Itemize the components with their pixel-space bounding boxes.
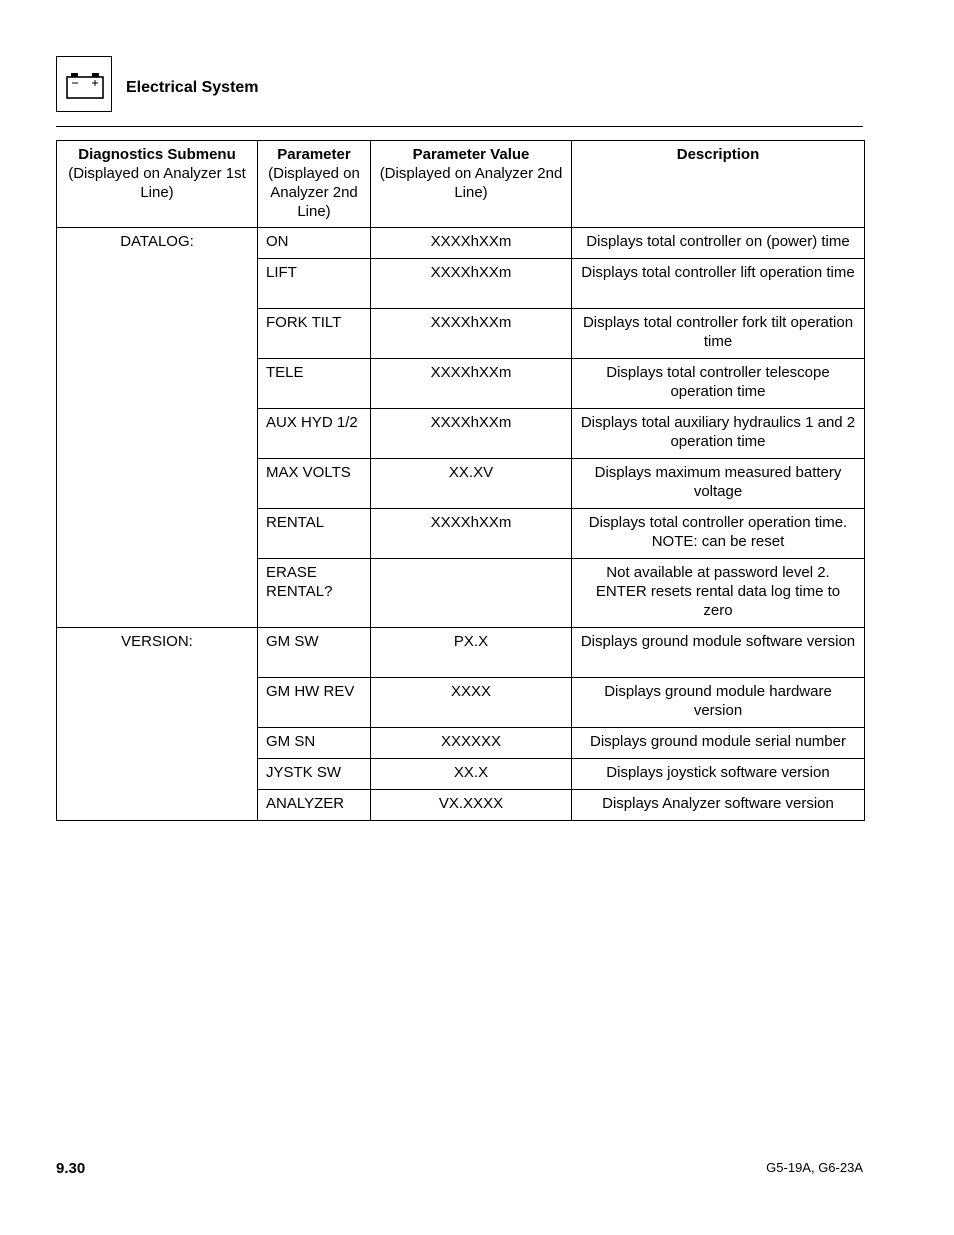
parameter-cell: TELE <box>258 359 371 409</box>
parameter-cell: MAX VOLTS <box>258 459 371 509</box>
parameter-cell: ANALYZER <box>258 790 371 821</box>
column-header-parameter-value: Parameter Value (Displayed on Analyzer 2nd Line) <box>371 141 572 228</box>
submenu-cell: DATALOG: <box>57 228 258 628</box>
parameter-cell: ERASE RENTAL? <box>258 559 371 628</box>
description-cell: Displays total controller operation time. NOTE: can be reset <box>572 509 865 559</box>
description-cell: Displays maximum measured battery voltage <box>572 459 865 509</box>
page-number: 9.30 <box>56 1160 86 1177</box>
description-cell: Displays total controller on (power) time <box>572 228 865 259</box>
value-cell <box>371 559 572 628</box>
description-cell: Displays Analyzer software version <box>572 790 865 821</box>
parameter-cell: GM SW <box>258 628 371 678</box>
column-header-parameter: Parameter (Displayed on Analyzer 2nd Line) <box>258 141 371 228</box>
value-cell: XXXXhXXm <box>371 509 572 559</box>
battery-icon <box>66 71 104 99</box>
description-cell: Displays joystick software version <box>572 759 865 790</box>
parameter-cell: LIFT <box>258 259 371 309</box>
parameter-cell: JYSTK SW <box>258 759 371 790</box>
section-title: Electrical System <box>126 79 259 96</box>
parameter-cell: ON <box>258 228 371 259</box>
value-cell: PX.X <box>371 628 572 678</box>
description-cell: Displays total auxiliary hydraulics 1 and 2 operation time <box>572 409 865 459</box>
table-row <box>57 628 865 678</box>
description-cell: Displays ground module serial number <box>572 728 865 759</box>
value-cell: XXXXhXXm <box>371 359 572 409</box>
submenu-cell: VERSION: <box>57 628 258 821</box>
value-cell: XXXX <box>371 678 572 728</box>
column-header-description: Description <box>572 141 865 228</box>
description-cell: Not available at password level 2. ENTER resets rental data log time to zero <box>572 559 865 628</box>
battery-icon-box <box>56 56 112 112</box>
description-cell: Displays ground module software version <box>572 628 865 678</box>
value-cell: VX.XXXX <box>371 790 572 821</box>
column-header-submenu: Diagnostics Submenu (Displayed on Analyzer 1st Line) <box>57 141 258 228</box>
parameter-cell: FORK TILT <box>258 309 371 359</box>
value-cell: XXXXhXXm <box>371 259 572 309</box>
parameter-cell: AUX HYD 1/2 <box>258 409 371 459</box>
description-cell: Displays total controller telescope operation time <box>572 359 865 409</box>
table-row <box>57 228 865 259</box>
description-cell: Displays ground module hardware version <box>572 678 865 728</box>
model-numbers: G5-19A, G6-23A <box>766 1160 863 1175</box>
diagnostics-table <box>56 140 865 821</box>
parameter-cell: GM SN <box>258 728 371 759</box>
description-cell: Displays total controller lift operation time <box>572 259 865 309</box>
value-cell: XXXXhXXm <box>371 309 572 359</box>
value-cell: XXXXhXXm <box>371 228 572 259</box>
value-cell: XXXXXX <box>371 728 572 759</box>
description-cell: Displays total controller fork tilt operation time <box>572 309 865 359</box>
parameter-cell: GM HW REV <box>258 678 371 728</box>
value-cell: XX.X <box>371 759 572 790</box>
parameter-cell: RENTAL <box>258 509 371 559</box>
value-cell: XXXXhXXm <box>371 409 572 459</box>
value-cell: XX.XV <box>371 459 572 509</box>
header-rule <box>56 126 863 127</box>
